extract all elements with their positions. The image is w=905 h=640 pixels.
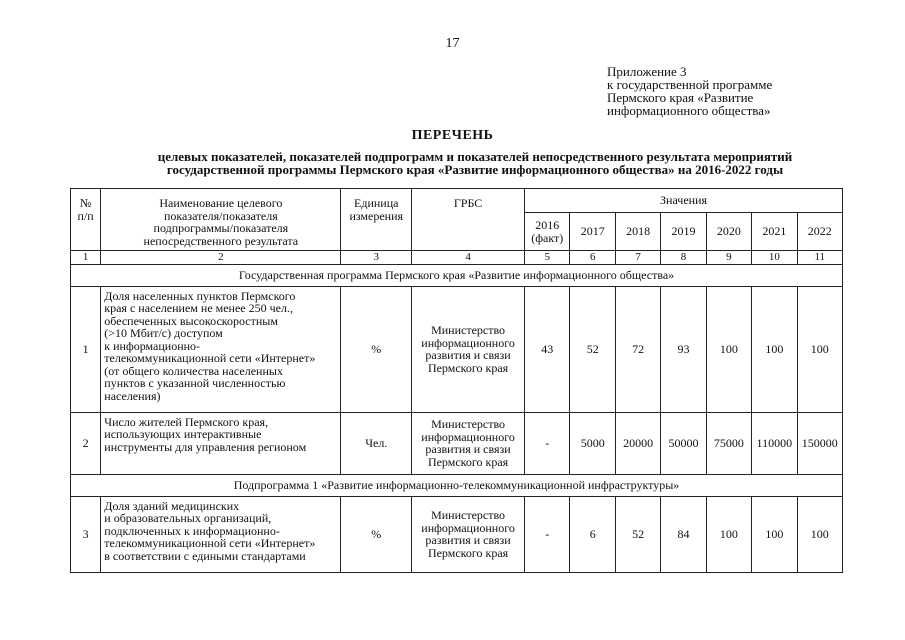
appendix-note (607, 65, 897, 117)
column-index: 4 (412, 251, 525, 265)
value-2016: - (525, 496, 570, 572)
subtitle-line: целевых показателей, показателей подпрограмм и показателей непосредственного результата мероприятий (157, 149, 793, 164)
indicator-name (101, 286, 341, 412)
column-index: 6 (570, 251, 615, 265)
value-2022: 150000 (797, 412, 842, 474)
header-unit-line: измерения (349, 208, 404, 223)
grbs-line: развития и связи (425, 442, 511, 456)
row-number: 3 (71, 496, 101, 572)
value-2020: 75000 (706, 412, 751, 474)
column-index: 1 (71, 251, 101, 265)
header-values: Значения (525, 189, 843, 213)
indicator-name-line: телекоммуникационной сети «Интернет» (104, 536, 316, 550)
header-name-line: непосредственного результата (143, 233, 299, 248)
unit: % (341, 496, 412, 572)
value-2016: 43 (525, 286, 570, 412)
indicator-name-line: использующих интерактивные (104, 427, 262, 441)
indicator-name-line: телекоммуникационной сети «Интернет» (104, 351, 316, 365)
column-index: 7 (615, 251, 660, 265)
column-index: 8 (661, 251, 706, 265)
value-2019: 84 (661, 496, 706, 572)
unit: Чел. (341, 412, 412, 474)
header-year-2020: 2020 (706, 213, 751, 251)
indicator-name-line: Доля зданий медицинских (104, 498, 240, 513)
indicator-name (101, 412, 341, 474)
row-number: 2 (71, 412, 101, 474)
grbs (412, 412, 525, 474)
indicator-name-line: и образовательных организаций, (104, 511, 272, 525)
appendix-line: информационного общества» (607, 103, 771, 118)
header-name-line: Наименование целевого (159, 196, 283, 210)
appendix-line: Пермского края «Развитие (607, 90, 754, 105)
header-name-line: подпрограммы/показателя (153, 221, 289, 235)
document-subtitle (60, 150, 890, 176)
indicator-name-line: края с населением не менее 250 чел., (104, 301, 293, 315)
header-number (71, 189, 101, 251)
grbs-line: информационного (421, 335, 515, 350)
header-grbs: ГРБС (412, 189, 525, 251)
column-index: 11 (797, 251, 842, 265)
column-index: 3 (341, 251, 412, 265)
indicator-name-line: в соответствии с едиными стандартами (104, 548, 306, 563)
header-unit (341, 189, 412, 251)
value-2017: 52 (570, 286, 615, 412)
indicator-name-line: пунктов с указанной численностью (104, 376, 286, 390)
grbs (412, 286, 525, 412)
indicator-name-line: (от общего количества населенных (104, 363, 283, 378)
header-year-2019: 2019 (661, 213, 706, 251)
value-2019: 50000 (661, 412, 706, 474)
grbs-line: Пермского края (427, 545, 509, 560)
indicator-name (101, 496, 341, 572)
value-2022: 100 (797, 496, 842, 572)
header-name-line: показателя/показателя (163, 208, 278, 223)
header-number-line: п/п (77, 208, 94, 223)
year-note: (факт) (531, 230, 564, 245)
indicator-name-line: подключенных к информационно- (104, 523, 280, 538)
value-2020: 100 (706, 286, 751, 412)
header-year-2018: 2018 (615, 213, 660, 251)
year-label: 2016 (535, 218, 560, 232)
column-index: 2 (101, 251, 341, 265)
value-2022: 100 (797, 286, 842, 412)
indicator-name-line: (>10 Мбит/с) доступом (104, 326, 223, 340)
grbs (412, 496, 525, 572)
grbs-line: Министерство (431, 508, 506, 522)
subtitle-line: государственной программы Пермского края «Развитие информационного общества» на 2016-2022 годы (166, 162, 784, 177)
value-2018: 20000 (615, 412, 660, 474)
header-row (71, 189, 843, 213)
section-title: Государственная программа Пермского края «Развитие информационного общества» (71, 264, 843, 286)
grbs-line: Пермского края (427, 454, 509, 469)
value-2018: 72 (615, 286, 660, 412)
grbs-line: Пермского края (427, 360, 509, 375)
grbs-line: развития и связи (425, 533, 511, 547)
grbs-line: развития и связи (425, 348, 511, 362)
header-number-line: № (79, 196, 92, 210)
unit: % (341, 286, 412, 412)
row-number: 1 (71, 286, 101, 412)
column-index-row (71, 251, 843, 265)
value-2017: 6 (570, 496, 615, 572)
indicator-name-line: населения) (104, 388, 161, 403)
appendix-line: к государственной программе (607, 77, 773, 92)
column-index: 9 (706, 251, 751, 265)
header-unit-line: Единица (354, 196, 399, 210)
grbs-line: информационного (421, 429, 515, 444)
value-2019: 93 (661, 286, 706, 412)
grbs-line: Министерство (431, 417, 506, 431)
section-row-subprogram (71, 474, 843, 496)
value-2017: 5000 (570, 412, 615, 474)
section-row-program (71, 264, 843, 286)
page-number: 17 (445, 36, 460, 51)
document-title: ПЕРЕЧЕНЬ (411, 128, 494, 143)
grbs-line: информационного (421, 520, 515, 535)
indicator-name-line: обеспеченных высокоскоростным (104, 313, 278, 328)
header-year-2021: 2021 (752, 213, 797, 251)
value-2021: 100 (752, 496, 797, 572)
section-title: Подпрограмма 1 «Развитие информационно-телекоммуникационной инфраструктуры» (71, 474, 843, 496)
table-row (71, 496, 843, 572)
value-2018: 52 (615, 496, 660, 572)
value-2021: 100 (752, 286, 797, 412)
table-row (71, 412, 843, 474)
header-indicator-name (101, 189, 341, 251)
column-index: 10 (752, 251, 797, 265)
appendix-line: Приложение 3 (607, 64, 687, 79)
header-year-2016 (525, 213, 570, 251)
indicator-name-line: Доля населенных пунктов Пермского (104, 288, 296, 303)
indicator-name-line: инструменты для управления регионом (104, 439, 307, 454)
column-index: 5 (525, 251, 570, 265)
header-year-2017: 2017 (570, 213, 615, 251)
header-year-2022: 2022 (797, 213, 842, 251)
indicator-name-line: к информационно- (104, 338, 201, 353)
indicator-name-line: Число жителей Пермского края, (104, 414, 269, 429)
grbs-line: Министерство (431, 323, 506, 337)
value-2020: 100 (706, 496, 751, 572)
value-2016: - (525, 412, 570, 474)
table-row (71, 286, 843, 412)
value-2021: 110000 (752, 412, 797, 474)
indicators-table (70, 188, 843, 573)
